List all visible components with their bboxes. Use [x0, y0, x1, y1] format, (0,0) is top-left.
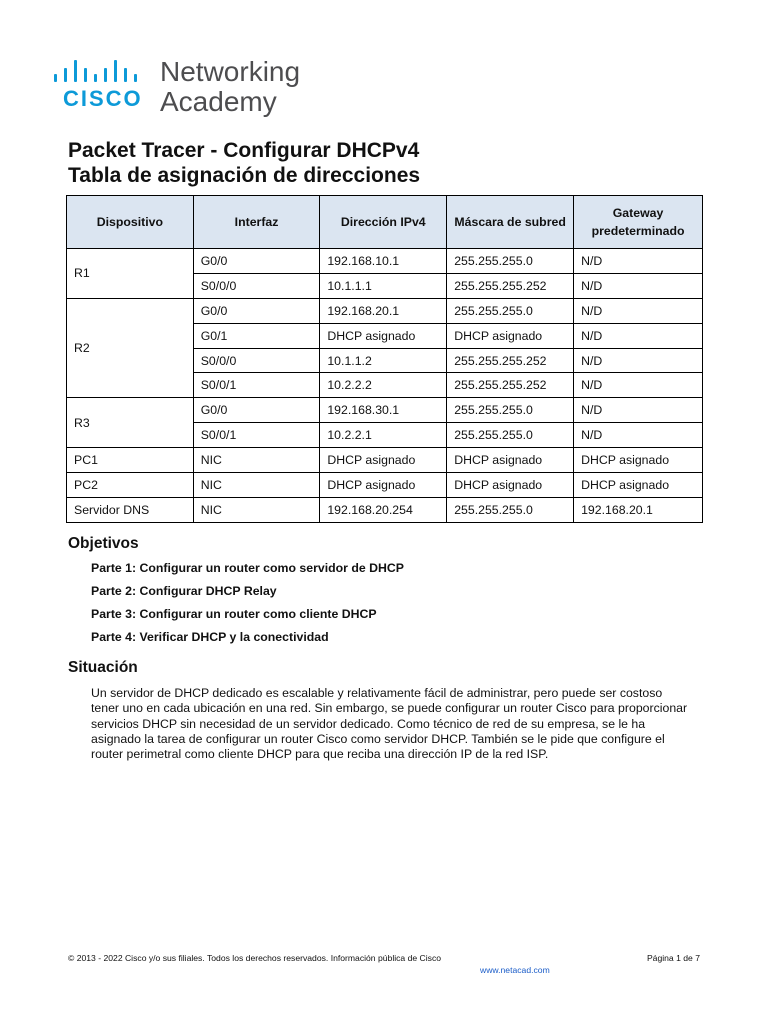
situation-line: tener uno en cada ubicación en una red. Sin embargo, se puede configurar un router Cisco para proporcionar [91, 701, 688, 716]
logo-cisco-wordmark: CISCO [63, 86, 143, 111]
objective-item: Parte 3: Configurar un router como cliente DHCP [91, 607, 377, 621]
table-title: Tabla de asignación de direcciones [68, 164, 421, 187]
interface-cell: NIC [193, 448, 320, 473]
table-row [67, 249, 703, 274]
gateway-cell: N/D [574, 298, 703, 323]
interface-cell: S0/0/0 [193, 273, 320, 298]
cisco-bars-icon [52, 60, 148, 82]
header-default-gateway: Gateway predeterminado [574, 196, 703, 249]
logo-networking-text: Networking [160, 56, 301, 87]
interface-cell: S0/0/1 [193, 423, 320, 448]
footer-page-number: Página 1 de 7 [646, 953, 700, 963]
device-cell: R2 [67, 298, 194, 398]
interface-cell: G0/0 [193, 398, 320, 423]
ipv4-cell: 192.168.20.1 [320, 298, 447, 323]
document-title [68, 138, 420, 188]
ipv4-cell: DHCP asignado [320, 448, 447, 473]
logo-academy-text: Academy [160, 86, 277, 117]
subnet-mask-cell: 255.255.255.0 [447, 497, 574, 522]
header-interface: Interfaz [193, 196, 320, 249]
ipv4-cell: 192.168.30.1 [320, 398, 447, 423]
header-subnet-mask: Máscara de subred [447, 196, 574, 249]
situation-paragraph [91, 686, 711, 762]
subnet-mask-cell: 255.255.255.0 [447, 423, 574, 448]
gateway-cell: N/D [574, 323, 703, 348]
table-row [67, 448, 703, 473]
table-row [67, 473, 703, 498]
gateway-cell: DHCP asignado [574, 473, 703, 498]
gateway-cell: N/D [574, 273, 703, 298]
ipv4-cell: DHCP asignado [320, 473, 447, 498]
interface-cell: S0/0/0 [193, 348, 320, 373]
subnet-mask-cell: 255.255.255.252 [447, 273, 574, 298]
table-header-row [67, 196, 703, 249]
situation-line: asignado la tarea de configurar un router Cisco como servidor DHCP. También se le pide que configure el [91, 731, 665, 746]
header-device: Dispositivo [67, 196, 194, 249]
footer-link[interactable]: www.netacad.com [480, 965, 550, 975]
device-cell: PC2 [67, 473, 194, 498]
device-cell: R3 [67, 398, 194, 448]
gateway-cell: N/D [574, 373, 703, 398]
page-title: Packet Tracer - Configurar DHCPv4 [68, 139, 420, 162]
ipv4-cell: 10.2.2.1 [320, 423, 447, 448]
device-cell: R1 [67, 249, 194, 299]
interface-cell: NIC [193, 473, 320, 498]
interface-cell: S0/0/1 [193, 373, 320, 398]
gateway-cell: N/D [574, 423, 703, 448]
situation-line: servicios DHCP sin necesidad de un servidor dedicado. Como técnico de red de su empresa, se le ha [91, 716, 646, 731]
ipv4-cell: 10.2.2.2 [320, 373, 447, 398]
footer-copyright: © 2013 - 2022 Cisco y/o sus filiales. Todos los derechos reservados. Información pública de Cisco [68, 953, 442, 963]
addressing-table [66, 195, 703, 523]
ipv4-cell: 10.1.1.1 [320, 273, 447, 298]
objective-item: Parte 4: Verificar DHCP y la conectividad [91, 630, 329, 644]
interface-cell: G0/0 [193, 298, 320, 323]
situation-heading: Situación [68, 659, 138, 676]
ipv4-cell: 10.1.1.2 [320, 348, 447, 373]
gateway-cell: N/D [574, 348, 703, 373]
subnet-mask-cell: 255.255.255.0 [447, 249, 574, 274]
header-ipv4: Dirección IPv4 [320, 196, 447, 249]
table-row [67, 497, 703, 522]
subnet-mask-cell: 255.255.255.252 [447, 373, 574, 398]
subnet-mask-cell: 255.255.255.252 [447, 348, 574, 373]
subnet-mask-cell: 255.255.255.0 [447, 298, 574, 323]
table-body [67, 249, 703, 523]
table-row [67, 298, 703, 323]
subnet-mask-cell: DHCP asignado [447, 323, 574, 348]
interface-cell: NIC [193, 497, 320, 522]
gateway-cell: N/D [574, 249, 703, 274]
ipv4-cell: 192.168.20.254 [320, 497, 447, 522]
subnet-mask-cell: 255.255.255.0 [447, 398, 574, 423]
table-row [67, 398, 703, 423]
interface-cell: G0/0 [193, 249, 320, 274]
objective-item: Parte 1: Configurar un router como servidor de DHCP [91, 561, 404, 575]
interface-cell: G0/1 [193, 323, 320, 348]
ipv4-cell: DHCP asignado [320, 323, 447, 348]
cisco-networking-academy-logo [52, 56, 312, 118]
situation-line: Un servidor de DHCP dedicado es escalable y relativamente fácil de administrar, pero puede ser costoso [91, 686, 663, 700]
ipv4-cell: 192.168.10.1 [320, 249, 447, 274]
subnet-mask-cell: DHCP asignado [447, 473, 574, 498]
subnet-mask-cell: DHCP asignado [447, 448, 574, 473]
device-cell: Servidor DNS [67, 497, 194, 522]
situation-line: router perimetral como cliente DHCP para que reciba una dirección IP de la red ISP. [91, 747, 549, 762]
gateway-cell: 192.168.20.1 [574, 497, 703, 522]
gateway-cell: N/D [574, 398, 703, 423]
objectives-heading: Objetivos [68, 535, 139, 552]
device-cell: PC1 [67, 448, 194, 473]
objective-item: Parte 2: Configurar DHCP Relay [91, 584, 277, 598]
gateway-cell: DHCP asignado [574, 448, 703, 473]
